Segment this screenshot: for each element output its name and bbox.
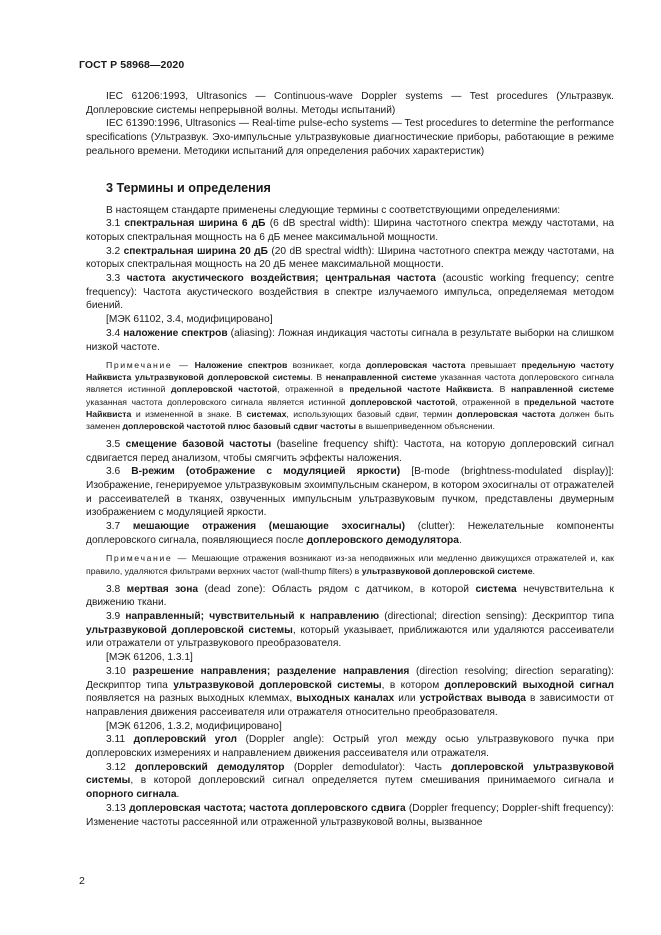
term-definition: (acoustic working frequency; centre frequency): Частота акустического воздействия в спектре излучаемого импульса, определяемая методом биений. <box>86 273 614 312</box>
term-3-13 <box>86 802 614 829</box>
term-reference: ультразвуковой доплеровской системы <box>86 624 293 636</box>
term-reference: выходных каналах <box>296 693 395 705</box>
term-3-4 <box>86 327 614 354</box>
note-aliasing <box>86 359 614 432</box>
term-source: [МЭК 61206, 1.3.1] <box>106 652 193 664</box>
term-number: 3.13 <box>106 802 130 814</box>
note-text: должен быть заменен <box>86 408 614 431</box>
term-definition: (direction resolving; direction separating): Дескриптор типа <box>86 665 614 691</box>
term-definition: появляется на разных выходных клеммах, <box>86 693 297 705</box>
section-title: 3 Термины и определения <box>106 180 271 195</box>
term-definition: , в которой доплеровский сигнал определяется путем смешивания принимаемого сигнала и <box>130 775 614 787</box>
term-definition: (Doppler angle): Острый угол между осью ультразвукового пучка при доплеровских измерениях и направлением движения рассеивателя или отражателя. <box>86 734 615 760</box>
term-name: В-режим (отображение с модуляцией яркости) <box>131 466 401 478</box>
term-number: 3.10 <box>106 665 133 677</box>
term-number: 3.6 <box>106 466 132 478</box>
term-name: мешающие отражения (мешающие эхосигналы) <box>132 521 406 533</box>
term-3-2 <box>86 245 614 272</box>
term-reference: доплеровского демодулятора <box>306 534 459 546</box>
term-number: 3.9 <box>106 611 126 623</box>
page-content <box>86 90 614 829</box>
term-reference: ультразвуковой доплеровской системы <box>173 679 382 691</box>
note-term: направленной системе <box>511 384 614 395</box>
note-term: доплеровской частотой <box>350 396 456 407</box>
reference-iec61390: IEC 61390:1996, Ultrasonics — Real-time pulse-echo systems — Test procedures to determine the performance specifications (Ультразвук. Эхо-импульсные ультразвуковые диагностические приборы, работающие в режиме реального времени. Методики испытаний для определения рабочих характеристик) <box>86 118 614 157</box>
section-intro: В настоящем стандарте применены следующие термины с соответствующими определениями: <box>106 204 561 216</box>
note-label: Примечание — <box>106 360 190 371</box>
note-text: указанная частота доплеровского сигнала является истинной <box>86 372 614 395</box>
term-3-6 <box>86 465 614 520</box>
term-definition: [B-mode (brightness-modulated display)]: Изображение, генерируемое ультразвуковым эхоимпульсным сканером, в котором эхосигналы от отражателей и рассеивателей в тканях, озвученных импульсным ультразвуковым пучком, представлены двумерным изображением с модуляцией яркости. <box>86 466 615 519</box>
note-term: доплеровской частотой <box>170 384 278 395</box>
note-text: в вышеприведенном объяснении. <box>356 420 495 431</box>
term-name: спектральная ширина 20 дБ <box>123 245 268 257</box>
term-3-8 <box>86 583 614 610</box>
term-3-11 <box>86 733 614 760</box>
term-definition-end: . <box>458 534 462 546</box>
term-definition: (dead zone): Область рядом с датчиком, в которой <box>198 583 476 595</box>
term-definition: (Doppler demodulator): Часть <box>284 761 452 773</box>
term-definition: (6 dB spectral width): Ширина частотного спектра между частотами, на которых спектральная мощность на 6 дБ менее максимальной мощности. <box>86 218 614 243</box>
note-text: , отраженной в <box>277 384 350 395</box>
page-number: 2 <box>79 875 85 887</box>
term-reference: устройствах вывода <box>419 693 526 705</box>
term-definition: , в котором <box>381 679 445 691</box>
note-term: предельной частоте Найквиста <box>86 396 614 419</box>
term-number: 3.3 <box>106 273 127 285</box>
note-term: доплеровская частота <box>366 360 466 371</box>
note-text: . <box>532 565 535 576</box>
term-name: доплеровский демодулятор <box>135 761 285 773</box>
note-term: ненаправленной системе <box>325 372 437 383</box>
term-number: 3.7 <box>106 521 133 533</box>
note-text: и измененной в знаке. В <box>131 408 247 419</box>
term-reference: опорного сигнала <box>86 789 177 801</box>
term-3-12 <box>86 761 614 802</box>
term-definition: или <box>394 693 420 705</box>
term-3-7 <box>86 520 614 547</box>
term-reference: доплеровский выходной сигнал <box>444 679 614 691</box>
term-source: [МЭК 61102, 3.4, модифицировано] <box>106 314 273 326</box>
note-term: доплеровская частота <box>456 408 556 419</box>
term-3-10 <box>86 665 614 720</box>
term-name: доплеровская частота; частота доплеровского сдвига <box>129 802 406 814</box>
term-source: [МЭК 61206, 1.3.2, модифицировано] <box>106 720 282 732</box>
term-number: 3.12 <box>106 761 136 773</box>
term-name: наложение спектров <box>123 327 228 339</box>
note-term: ультразвуковой доплеровской системе <box>361 565 533 576</box>
term-number: 3.4 <box>106 327 124 339</box>
note-text: возникает, когда <box>287 360 367 371</box>
document-code-header: ГОСТ Р 58968—2020 <box>79 59 185 71</box>
note-text: указанная частота доплеровского сигнала является истинной <box>86 396 351 407</box>
term-definition: (Doppler frequency; Doppler-shift frequency): Изменение частоты рассеянной или отраженной ультразвуковой волны, вызванное <box>86 802 614 828</box>
term-name: частота акустического воздействия; центральная частота <box>126 273 436 285</box>
term-number: 3.8 <box>106 583 127 595</box>
term-number: 3.5 <box>106 438 126 450</box>
term-name: мертвая зона <box>126 583 199 595</box>
reference-iec61206: IEC 61206:1993, Ultrasonics — Continuous-wave Doppler systems — Test procedures (Ультразвук. Доплеровские системы непрерывной волны. Методы испытаний) <box>86 91 614 116</box>
term-reference: доплеровской ультразвуковой системы <box>86 761 614 787</box>
term-3-1 <box>86 217 614 244</box>
note-text: Мешающие отражения возникают из-за неподвижных или медленно движущихся отражателей и, как правило, удаляются фильтрами верхних частот (wall-thump filters) в <box>86 553 614 576</box>
note-term: Наложение спектров <box>194 360 288 371</box>
term-name: смещение базовой частоты <box>125 438 272 450</box>
term-number: 3.1 <box>106 218 125 230</box>
note-text: . В <box>491 384 512 395</box>
term-definition: . <box>176 789 180 801</box>
note-term: предельной частоте Найквиста <box>349 384 492 395</box>
term-name: разрешение направления; разделение направления <box>132 665 410 677</box>
note-term: системах <box>246 408 287 419</box>
term-number: 3.11 <box>106 734 134 746</box>
note-label: Примечание — <box>106 553 188 564</box>
term-definition-end: нечувствительна к движению ткани. <box>86 583 615 609</box>
note-text: , использующих базовый сдвиг, термин <box>286 408 457 419</box>
term-definition: (aliasing): Ложная индикация частоты сигнала в результате выборки на слишком низкой частоте. <box>86 327 615 353</box>
term-3-9 <box>86 610 614 651</box>
note-term: доплеровской частотой плюс базовый сдвиг частоты <box>122 420 356 431</box>
term-name: направленный; чувствительный к направлению <box>125 611 380 623</box>
term-3-3 <box>86 272 614 313</box>
term-reference: система <box>475 583 517 595</box>
term-definition-end: , который указывает, приближаются или удаляются рассеиватели или отражатели от ультразвукового преобразователя. <box>86 624 615 650</box>
term-definition: (20 dB spectral width): Ширина частотного спектра между частотами, на которых спектральная мощность на 20 дБ менее максимальной мощности. <box>86 245 614 271</box>
term-name: доплеровский угол <box>133 734 237 746</box>
term-definition: (baseline frequency shift): Частота, на которую доплеровский сигнал сдвигается перед анализом, чтобы смягчить эффекты наложения. <box>86 438 614 464</box>
note-text: превышает <box>465 360 522 371</box>
term-3-5 <box>86 438 614 465</box>
term-definition: (directional; direction sensing): Дескриптор типа <box>379 611 614 623</box>
note-clutter <box>86 552 614 576</box>
term-definition: в зависимости от направления движения рассеивателя или отражателя относительно преобразователя. <box>86 693 614 718</box>
note-term: предельную частоту Найквиста ультразвуковой доплеровской системы <box>86 360 614 383</box>
term-definition: (clutter): Нежелательные компоненты доплеровского сигнала, появляющиеся после <box>86 521 614 546</box>
term-number: 3.2 <box>106 245 124 257</box>
term-name: спектральная ширина 6 дБ <box>124 218 266 230</box>
note-text: , отраженной в <box>455 396 524 407</box>
note-text: . В <box>310 372 326 383</box>
